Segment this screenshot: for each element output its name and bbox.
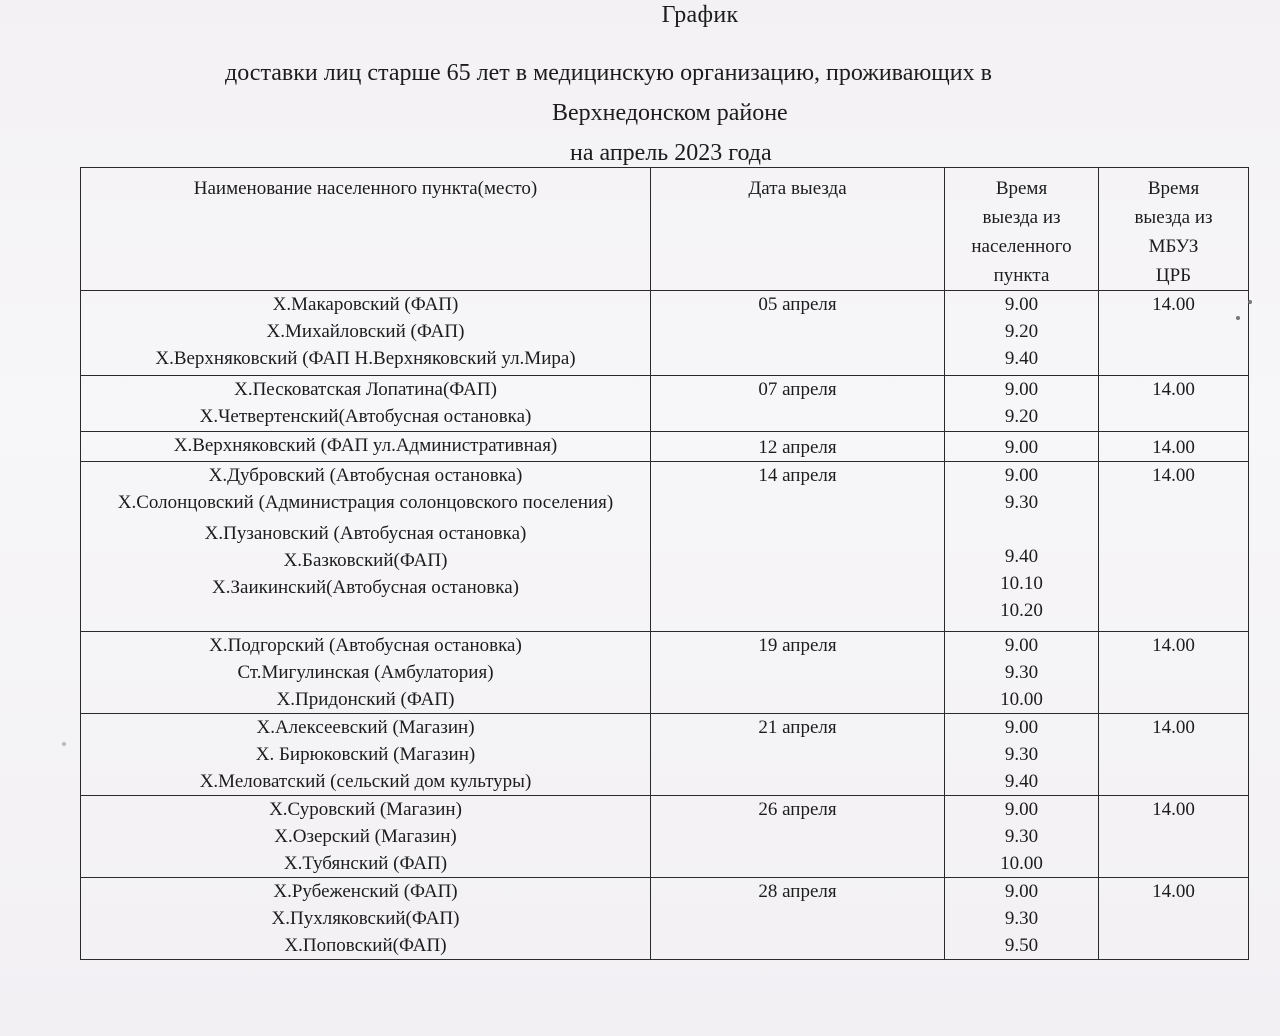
depart-time: 9.00 <box>1004 635 1039 656</box>
date-cell: 19 апреля <box>651 632 945 714</box>
place-name: Х.Пухляковский(ФАП) <box>271 908 460 929</box>
date-cell: 26 апреля <box>651 796 945 878</box>
table-row <box>81 714 1249 796</box>
place-name: Х.Заикинский(Автобусная остановка) <box>212 577 519 598</box>
depart-time: 9.40 <box>1004 546 1039 567</box>
table-row <box>81 632 1249 714</box>
date-cell: 14 апреля <box>651 462 945 632</box>
crb-time-cell: 14.00 <box>1099 796 1249 878</box>
depart-time: 9.40 <box>1004 771 1039 792</box>
header-place: Наименование населенного пункта(место) <box>81 168 651 291</box>
depart-time: 9.00 <box>1004 437 1039 458</box>
depart-time: 10.00 <box>1000 689 1043 710</box>
document-subtitle-line-3: на апрель 2023 года <box>570 140 772 166</box>
date-cell: 07 апреля <box>651 376 945 432</box>
place-name: Х.Солонцовский (Администрация солонцовского поселения) <box>117 492 614 513</box>
times-cell <box>945 376 1099 432</box>
scan-speck <box>1248 300 1252 304</box>
place-name: Х. Бирюковский (Магазин) <box>255 744 476 765</box>
place-name: Х.Подгорский (Автобусная остановка) <box>209 635 522 656</box>
date-cell: 05 апреля <box>651 291 945 376</box>
crb-time-cell: 14.00 <box>1099 291 1249 376</box>
header-depart-crb-line: МБУЗ <box>1148 236 1199 257</box>
header-depart-place-line: пункта <box>993 265 1050 286</box>
place-name: Х.Пузановский (Автобусная остановка) <box>204 523 527 544</box>
place-name: Х.Суровский (Магазин) <box>269 799 462 820</box>
place-cell <box>81 432 651 462</box>
document-title: График <box>661 2 739 28</box>
place-name: Х.Меловатский (сельский дом культуры) <box>199 771 532 792</box>
depart-time: 9.30 <box>1004 492 1039 513</box>
header-depart-crb-line: выезда из <box>1134 207 1213 228</box>
place-name: Х.Рубеженский (ФАП) <box>273 881 458 902</box>
place-name: Х.Тубянский (ФАП) <box>283 853 448 874</box>
table-row <box>81 796 1249 878</box>
place-name: Х.Придонский (ФАП) <box>276 689 455 710</box>
table-row <box>81 376 1249 432</box>
depart-time: 9.30 <box>1004 744 1039 765</box>
times-cell <box>945 714 1099 796</box>
table-row <box>81 878 1249 960</box>
depart-time: 9.20 <box>1004 406 1039 427</box>
spacer <box>945 516 1098 543</box>
header-depart-crb-line: ЦРБ <box>1155 265 1192 286</box>
crb-time-cell: 14.00 <box>1099 376 1249 432</box>
depart-time: 9.40 <box>1004 348 1039 369</box>
place-name: Х.Верхняковский (ФАП Н.Верхняковский ул.Мира) <box>155 348 576 369</box>
document-subtitle-line-2: Верхнедонском районе <box>552 100 788 126</box>
header-depart-crb <box>1099 168 1249 291</box>
table-row <box>81 462 1249 632</box>
table-row <box>81 291 1249 376</box>
header-depart-place-line: Время <box>995 178 1048 199</box>
scan-speck <box>1236 316 1240 320</box>
depart-time: 9.00 <box>1004 881 1039 902</box>
depart-time: 9.00 <box>1004 379 1039 400</box>
place-cell <box>81 796 651 878</box>
depart-time: 9.00 <box>1004 294 1039 315</box>
depart-time: 9.30 <box>1004 826 1039 847</box>
place-name: Х.Поповский(ФАП) <box>284 935 447 956</box>
place-name: Х.Алексеевский (Магазин) <box>256 717 475 738</box>
depart-time: 9.50 <box>1004 935 1039 956</box>
depart-time: 9.00 <box>1004 465 1039 486</box>
times-cell <box>945 462 1099 632</box>
depart-time: 9.30 <box>1004 908 1039 929</box>
place-name: Х.Макаровский (ФАП) <box>272 294 459 315</box>
times-cell <box>945 291 1099 376</box>
place-name: Х.Дубровский (Автобусная остановка) <box>208 465 523 486</box>
depart-time: 10.20 <box>1000 600 1043 621</box>
place-name: Х.Михайловский (ФАП) <box>266 321 465 342</box>
crb-time-cell: 14.00 <box>1099 878 1249 960</box>
schedule-table <box>80 167 1249 960</box>
place-name: Х.Верхняковский (ФАП ул.Административная) <box>173 435 558 456</box>
place-cell <box>81 462 651 632</box>
date-cell: 12 апреля <box>651 432 945 462</box>
header-depart-crb-line: Время <box>1147 178 1200 199</box>
header-depart-place-line: населенного <box>971 236 1072 257</box>
document-subtitle-line-1: доставки лиц старше 65 лет в медицинскую организацию, проживающих в <box>225 60 992 86</box>
depart-time: 10.00 <box>1000 853 1043 874</box>
place-cell <box>81 878 651 960</box>
place-name: Ст.Мигулинская (Амбулатория) <box>237 662 494 683</box>
table-header-row <box>81 168 1249 291</box>
crb-time-cell: 14.00 <box>1099 714 1249 796</box>
scan-speck <box>62 742 66 746</box>
place-cell <box>81 376 651 432</box>
place-cell <box>81 632 651 714</box>
crb-time-cell: 14.00 <box>1099 632 1249 714</box>
depart-time: 9.00 <box>1004 717 1039 738</box>
date-cell: 21 апреля <box>651 714 945 796</box>
depart-time: 9.20 <box>1004 321 1039 342</box>
date-cell: 28 апреля <box>651 878 945 960</box>
table-row <box>81 432 1249 462</box>
place-name: Х.Четвертенский(Автобусная остановка) <box>199 406 532 427</box>
depart-time: 9.00 <box>1004 799 1039 820</box>
place-name: Х.Песковатская Лопатина(ФАП) <box>234 379 497 400</box>
crb-time-cell: 14.00 <box>1099 462 1249 632</box>
times-cell <box>945 432 1099 462</box>
times-cell <box>945 878 1099 960</box>
times-cell <box>945 632 1099 714</box>
times-cell <box>945 796 1099 878</box>
depart-time: 10.10 <box>1000 573 1043 594</box>
header-depart-place-line: выезда из <box>982 207 1061 228</box>
depart-time: 9.30 <box>1004 662 1039 683</box>
header-date: Дата выезда <box>651 168 945 291</box>
crb-time-cell: 14.00 <box>1099 432 1249 462</box>
place-name: Х.Базковский(ФАП) <box>283 550 448 571</box>
header-depart-place <box>945 168 1099 291</box>
place-name: Х.Озерский (Магазин) <box>274 826 457 847</box>
place-cell <box>81 291 651 376</box>
place-cell <box>81 714 651 796</box>
